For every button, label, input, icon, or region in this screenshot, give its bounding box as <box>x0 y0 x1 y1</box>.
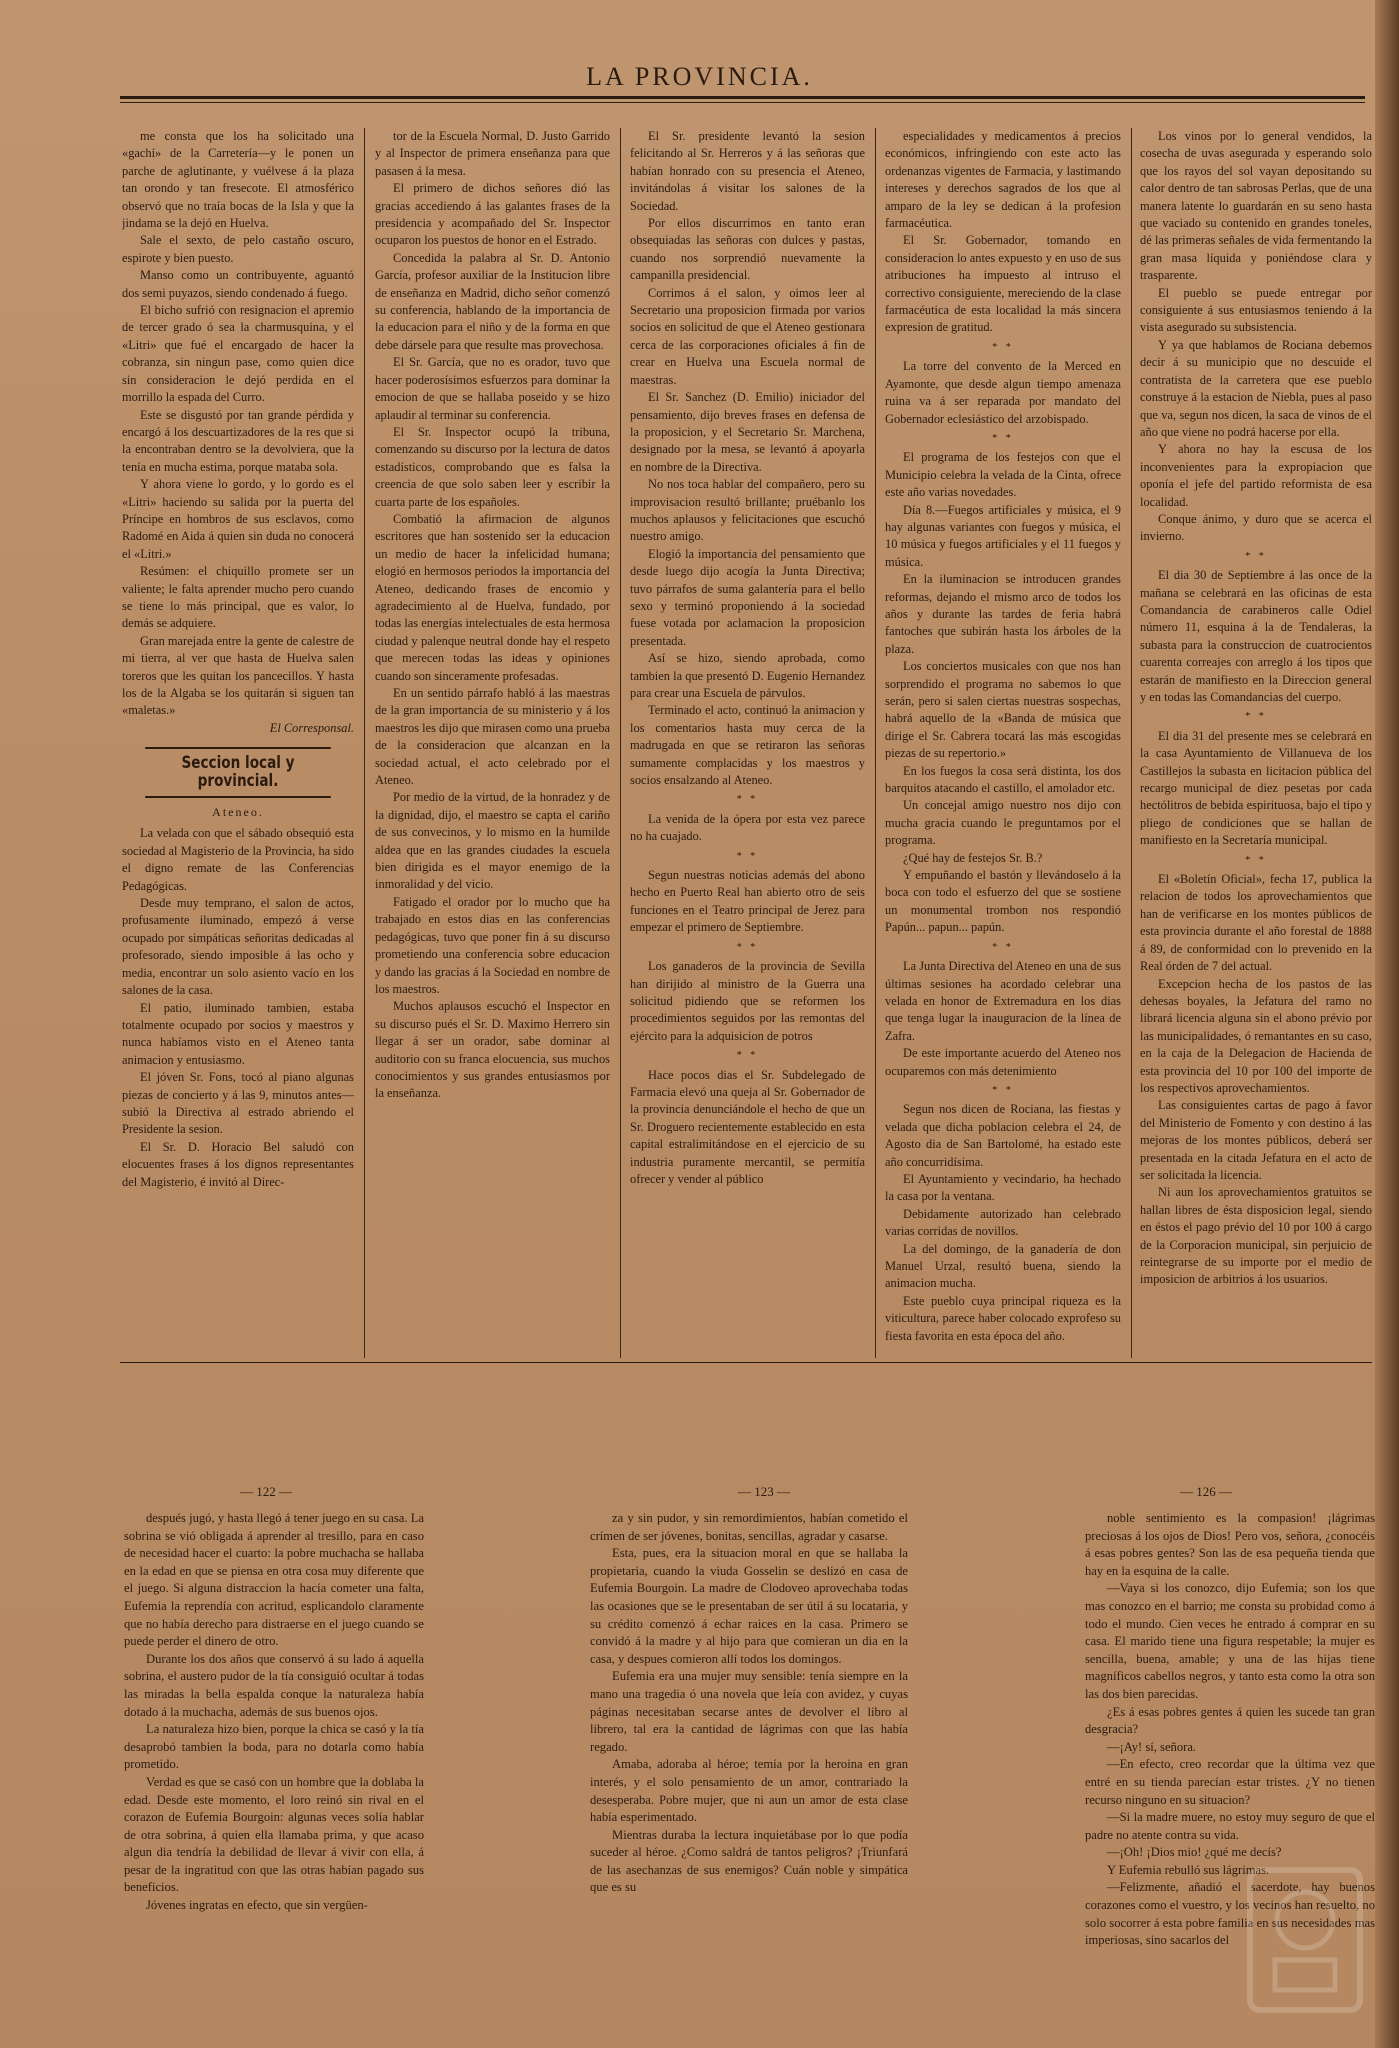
article-paragraph: El jóven Sr. Fons, tocó al piano algunas piezas de concierto y á las 9, minutos antes—subió la Directiva al estrado abriendo el Presidente la sesion. <box>122 1070 354 1137</box>
article-paragraph: Corrimos á el salon, y oimos leer al Secretario una proposicion firmada por varios socios en solicitud de que el Ateneo gestionara cerca de las corporaciones oficiales á fin de crear en Huelva una Escuela normal de maestras. <box>630 285 865 387</box>
article-paragraph: Los ganaderos de la provincia de Sevilla han dirijido al ministro de la Guerra una solicitud pidiendo que se reformen los procedimientos seguidos por las remontas del ejército para la adquisicion de potros <box>630 959 865 1043</box>
column-divider <box>620 128 621 1358</box>
article-paragraph: Ni aun los aprovechamientos gratuitos se hallan libres de ésta disposicion legal, siendo en éstos el pago prévio del 10 por 100 á cargo de la Corporacion municipal, sin perjuicio de reintegrarse de su importe por el medio de imposicion de arbitrios á los usuarios. <box>1140 1185 1372 1287</box>
article-paragraph: especialidades y medicamentos á precios económicos, infringiendo con este acto las ordenanzas vigentes de Farmacia, y lastimando intereses y derechos sagrados de los que al amparo de la ley se dedican á la profesion farmacéutica. <box>885 129 1121 231</box>
section-separator: * * <box>992 941 1014 953</box>
article-paragraph: En la iluminacion se introducen grandes reformas, dejando el mismo arco de todos los años y durante las tardes de feria habrá fantoches que subirán hasta los árboles de la plaza. <box>885 572 1121 656</box>
article-paragraph: El Sr. Gobernador, tomando en consideracion lo antes expuesto y en uso de sus atribuciones ha impuesto al intruso el correctivo consiguiente, mereciendo de la clase farmacéutica de esta localidad la más sincera expresion de gratitud. <box>885 233 1121 335</box>
article-paragraph: Terminado el acto, continuó la animacion y los comentarios hasta muy cerca de la madrugada en que se retiraron las señoras sumamente complacidas y los maestros y socios ensalzando al Ateneo. <box>630 703 865 788</box>
serial-paragraph: —Vaya si los conozco, dijo Eufemia; son los que mas conozco en el barrio; me consta su probidad como á todo el mundo. Cien veces he entrado á comprar en su casa. El marido tiene una figura respetable; la mujer es sencilla, buena, amable; y una de las hijas tiene magníficos cabellos negros, y tanto esta como la otra son las dos bien parecidas. <box>1085 1581 1375 1701</box>
article-paragraph: Excepcion hecha de los pastos de las dehesas boyales, la Jefatura del ramo no librará licencia alguna sin el abono prévio por las municipalidades, ó remantantes en su caso, en la caja de la Delegacion de Hacienda de esta provincia del 10 por 100 del importe de los respectivos aprovechamientos. <box>1140 976 1372 1095</box>
serial-paragraph: Durante los dos años que conservó á su lado á aquella sobrina, el austero pudor de la tía consiguió ocultar á todas las miradas la bella espalda conque la naturaleza había dotado á la muchacha, además de sus buenos ojos. <box>124 1651 424 1719</box>
article-paragraph: El Sr. D. Horacio Bel saludó con elocuentes frases á los dignos representantes del Magisterio, é invitó al Direc- <box>122 1139 354 1189</box>
section-separator: * * <box>1245 854 1267 866</box>
article-paragraph: Segun nuestras noticias además del abono hecho en Puerto Real han abierto otro de seis funciones en el Teatro principal de Jerez para empezar el primero de Septiembre. <box>630 868 865 935</box>
section-separator: * * <box>992 1084 1014 1096</box>
section-heading: Seccion local y provincial. <box>145 747 331 798</box>
article-paragraph: Desde muy temprano, el salon de actos, profusamente iluminado, empezó á verse ocupado por simpáticas señoritas dedicadas al profesorado, siendo imposible á las ocho y media, encontrar un solo asiento vacío en los salones de la casa. <box>122 896 354 998</box>
section-separator: * * <box>736 794 759 806</box>
article-paragraph: Fatigado el orador por lo mucho que ha trabajado en estos dias en las conferencias pedagógicas, tuvo que poner fin á su discurso prometiendo una conferencia sobre educacion y dando las gracias á la Sociedad en nombre de los maestros. <box>375 894 610 996</box>
article-paragraph: me consta que los ha solicitado una «gachí» de la Carretería—y le ponen un parche de aglutinante, y vuélvese á la plaza tan orondo y tan fresecote. El atmosférico observó que no traía bocas de la Isla y que la jindama se la dejó en Huelva. <box>122 129 354 231</box>
serial-paragraph: —En efecto, creo recordar que la última vez que entré en su tienda parecían estar tristes. ¿Y no tienen recurso ninguno en su situacion? <box>1085 1757 1375 1807</box>
article-paragraph: Hace pocos dias el Sr. Subdelegado de Farmacia elevó una queja al Sr. Gobernador de la provincia denunciándole el hecho de que un Sr. Droguero recientemente establecido en esta capital estralimitándose en el ejercicio de su industria puramente mercantil, se permitía ofrecer y vender al público <box>630 1067 865 1186</box>
masthead-rule-top <box>120 96 1365 99</box>
column-1 <box>122 128 354 1368</box>
article-paragraph: Sale el sexto, de pelo castaño oscuro, espirote y bien puesto. <box>122 233 354 265</box>
article-paragraph: Los conciertos musicales con que nos han sorprendido el programa no sabemos lo que serán, pero si salen ciertas nuestras sospechas, habrá aquello de la «Banda de música que dirige el Sr. Cabrera tocará las más escogidas piezas de su repertorio.» <box>885 659 1121 761</box>
section-separator: * * <box>1245 711 1267 723</box>
library-watermark-icon <box>1240 1860 1370 2020</box>
masthead-title: LA PROVINCIA. <box>586 62 813 91</box>
column-divider <box>1131 128 1132 1358</box>
section-separator: * * <box>992 341 1014 353</box>
article-paragraph: De este importante acuerdo del Ateneo nos ocuparemos con más detenimiento <box>885 1046 1121 1078</box>
article-paragraph: No nos toca hablar del compañero, pero su improvisacion resultó brillante; pruébanlo los muchos aplausos y felicitaciones que escuchó nuestro amigo. <box>630 477 865 544</box>
masthead-rule-bottom <box>120 102 1365 103</box>
serial-paragraph: Mientras duraba la lectura inquietábase por lo que podía suceder al héroe. ¿Como saldrá de tantos peligros? ¡Triunfará de las asechanzas de sus enemigos? Cuán noble y simpática que es su <box>590 1827 908 1895</box>
page-spine-shadow <box>1375 0 1399 2048</box>
page-number-middle: — 123 — <box>738 1484 790 1499</box>
footer-rule <box>120 1362 1372 1363</box>
column-divider <box>875 128 876 1358</box>
column-3 <box>630 128 865 1368</box>
section-separator: * * <box>1245 550 1267 562</box>
article-paragraph: ¿Qué hay de festejos Sr. B.? <box>903 850 1043 865</box>
serial-paragraph: Amaba, adoraba al héroe; temía por la heroina en gran interés, y el solo pensamiento de un amor, contrariado la desesperaba. Pobre mujer, que ni aun un amor de esta clase había esperimentado. <box>590 1757 908 1825</box>
serial-column-middle <box>590 1510 908 2030</box>
article-paragraph: Así se hizo, siendo aprobada, como tambien la que presentó D. Eugenio Hernandez para crear una Escuela de párvulos. <box>630 651 865 700</box>
article-paragraph: La velada con que el sábado obsequió esta sociedad al Magisterio de la Provincia, ha sido el digno remate de las Conferencias Pedagógicas. <box>122 826 354 893</box>
article-paragraph: Las consiguientes cartas de pago á favor del Ministerio de Fomento y con destino á las mejoras de los montes públicos, deberá ser presentada en la citada Jefatura en el acto de ser solicitada la licencia. <box>1140 1098 1372 1182</box>
article-paragraph: El «Boletín Oficial», fecha 17, publica la relacion de todos los aprovechamientos que han de verificarse en los montes públicos de esta provincia durante el año forestal de 1888 á 89, de conformidad con lo prevenido en la Real órden de 7 del actual. <box>1140 872 1372 974</box>
signature: El Corresponsal. <box>269 720 354 735</box>
article-paragraph: El dia 31 del presente mes se celebrará en la casa Ayuntamiento de Villanueva de los Castillejos la subasta en licitacion pública del recargo municipal de diez pesetas por cada hectólitros de bebida espirituosa, bajo el tipo y pliego de condiciones que se hallan de manifiesto en la Secretaría municipal. <box>1140 728 1372 848</box>
article-paragraph: Concedida la palabra al Sr. D. Antonio García, profesor auxiliar de la Institucion libre de enseñanza en Madrid, dicho señor comenzó su conferencia, hablando de la importancia de la educacion para el niño y de la forma en que debe dársele para que resulte mas provechosa. <box>375 250 610 352</box>
article-paragraph: En un sentido párrafo habló á las maestras de la gran importancia de su ministerio y á los maestros les dijo que mirasen como una prueba de la consideracion que alcanzan en la sociedad actual, el acto celebrado por el Ateneo. <box>375 686 610 788</box>
article-paragraph: Combatió la afirmacion de algunos escritores que han sostenido ser la educacion un medio de hacer la infelicidad humana; elogió en hermosos periodos la importancia del Ateneo, dedicando frases de encomio y agradecimiento al de Huelva, fundado, por todas las energías intelectuales de esta hermosa ciudad y palenque neutral donde hay el respeto que merecen todas las ideas y opiniones cuando son sinceramente profesadas. <box>375 511 610 683</box>
article-paragraph: El pueblo se puede entregar por consiguiente á sus entusiasmos teniendo á la vista asegurado su subsistencia. <box>1140 285 1372 335</box>
article-paragraph: El bicho sufrió con resignacion el apremio de tercer grado ó sea la charmusquina, y el «Litri» que fué el encargado de hacer la cobranza, sin ningun pase, como quien dice sin consideracion le dejó perdida en el morrillo la espada del Curro. <box>122 303 354 405</box>
article-paragraph: Los vinos por lo general vendidos, la cosecha de uvas asegurada y esperando solo que los rayos del sol vayan depositando su calor dentro de tan sabrosas Perlas, que de una manera latente lo guardarán en su seno hasta que vaciado su contenido en grandes toneles, dé las primeras señales de vida fermentando la gran masa líquida y poniéndose clara y trasparente. <box>1140 129 1372 283</box>
article-paragraph: El patio, iluminado tambien, estaba totalmente ocupado por socios y maestros y nunca habíamos visto en el Ateneo tanta animacion y entusiasmo. <box>122 1000 354 1067</box>
article-paragraph: Por medio de la virtud, de la honradez y de la dignidad, dijo, el maestro se capta el cariño de sus convecinos, y lo mismo en la humilde aldea que en las grandes ciudades la escuela bien dirigida es el mayor enemigo de la inmoralidad y del vicio. <box>375 790 610 892</box>
serial-paragraph: Eufemia era una mujer muy sensible: tenía siempre en la mano una tragedia ó una novela que leía con avidez, y cuyas páginas necesitaban secarse antes de devolver el libro al librero, tal era la cantidad de lágrimas con que las había regado. <box>590 1669 908 1754</box>
serial-paragraph: Esta, pues, era la situacion moral en que se hallaba la propietaria, cuando la viuda Gosselin se deslizó en casa de Eufemia Bourgoin. La madre de Clodoveo aprovechaba todas las ocasiones que se le presentaban de ser útil á su locataria, y su crédito comenzó á echar raices en la casa. Primero se convidó á la madre y al hijo para que comieran un dia en la casa, y despues comieron allí todos los domingos. <box>590 1546 908 1666</box>
article-paragraph: El Sr. Inspector ocupó la tribuna, comenzando su discurso por la lectura de datos estadísticos, comprobando que es falsa la creencia de que solo saben leer y escribir la cuarta parte de los españoles. <box>375 424 610 509</box>
article-paragraph: Conque ánimo, y duro que se acerca el invierno. <box>1140 511 1372 544</box>
article-paragraph: El Sr. Sanchez (D. Emilio) iniciador del pensamiento, dijo breves frases en defensa de la proposicion, y el Secretario Sr. Marchena, designado por la mesa, se levantó á apoyarla en nombre de la Directiva. <box>630 390 865 474</box>
article-paragraph: El Ayuntamiento y vecindario, ha hechado la casa por la ventana. <box>885 1171 1121 1204</box>
serial-paragraph: Y Eufemia rebulló sus lágrimas. <box>1107 1862 1270 1877</box>
article-paragraph: El Sr. presidente levantó la sesion felicitando al Sr. Herreros y á las señoras que habían honrado con su presencia el Ateneo, invitándolas á visitar los salones de la Sociedad. <box>630 129 865 213</box>
article-paragraph: Por ellos discurrimos en tanto eran obsequiadas las señoras con dulces y pastas, cuando nos sorprendió nuevamente la campanilla presidencial. <box>630 216 865 283</box>
serial-paragraph: —¡Oh! ¡Dios mio! ¿qué me decís? <box>1107 1845 1282 1860</box>
article-paragraph: Un concejal amigo nuestro nos dijo con mucha gracia cuando le preguntamos por el programa. <box>885 798 1121 848</box>
serial-paragraph: Jóvenes ingratas en efecto, que sin vergüen- <box>146 1898 368 1913</box>
serial-paragraph: La naturaleza hizo bien, porque la chica se casó y la tía desaprobó tambien la boda, para no dotarla como había prometido. <box>124 1722 424 1772</box>
serial-paragraph: —Felizmente, añadió el sacerdote, hay buenos corazones como el vuestro, y los vecinos han resuelto, no solo socorrer á esta pobre familia en sus necesidades mas imperiosas, sino sacarlos del <box>1085 1880 1375 1948</box>
article-paragraph: tor de la Escuela Normal, D. Justo Garrido y al Inspector de primera enseñanza para que pasasen á la mesa. <box>375 129 610 178</box>
article-paragraph: Y ahora viene lo gordo, y lo gordo es el «Litri» haciendo su salida por la puerta del Príncipe en hombros de sus esclavos, como Radomé en Aida á quien sin duda no conocerá el «Litri.» <box>122 477 354 561</box>
article-paragraph: Gran marejada entre la gente de calestre de mi tierra, al ver que hasta de Huelva salen toreros que les quitan los pancecillos. Y hasta los de la Algaba se los quitarán si siguen tan «maletas.» <box>122 633 354 718</box>
article-paragraph: Elogió la importancia del pensamiento que desde luego dijo acogía la Junta Directiva; tuvo párrafos de suma galantería para el bello sexo y terminó proponiendo á la sociedad fuese votada por aclamacion la proposicion presentada. <box>630 546 865 648</box>
article-paragraph: Debidamente autorizado han celebrado varias corridas de novillos. <box>885 1206 1121 1239</box>
serial-paragraph: después jugó, y hasta llegó á tener juego en su casa. La sobrina se vió obligada á aprender al tresillo, para en caso de necesidad hacer el cuarto: la pobre muchacha se hallaba en la edad en que se piensa en otra cosa muy diferente que el juego. Si alguna distraccion la hacía cometer una falta, Eufemia la reprendía con acritud, esplicandolo claramente que no había derecho para distraerse en el juego cuando se puede perder el dinero de otro. <box>124 1511 424 1649</box>
article-paragraph: El programa de los festejos con que el Municipio celebra la velada de la Cinta, ofrece este año varias novedades. <box>885 450 1121 500</box>
article-paragraph: Este se disgustó por tan grande pérdida y encargó á los descuartizadores de la res que si la encontraban dentro se la devolviera, que la tenía en mucha estima, porque mataba sola. <box>122 407 354 474</box>
page-number-right: — 126 — <box>1180 1484 1232 1499</box>
column-4 <box>885 128 1121 1368</box>
article-paragraph: Y ya que hablamos de Rociana debemos decir á su municipio que no descuide el contratista de la carretera que ese pueblo construye á la estacion de Niebla, pues al paso que va, segun nos dicen, la saca de vinos de el año que viene no podrá hacerse por ella. <box>1140 337 1372 439</box>
section-separator: * * <box>736 941 759 953</box>
article-paragraph: Manso como un contribuyente, aguantó dos semi puyazos, siendo condenado á fuego. <box>122 268 354 300</box>
article-paragraph: Segun nos dicen de Rociana, las fiestas y velada que dicha poblacion celebra el 24, de Agosto dia de San Bartolomé, ha estado este año concurridísima. <box>885 1102 1121 1169</box>
article-paragraph: La Junta Directiva del Ateneo en una de sus últimas sesiones ha acordado celebrar una velada en honor de Extremadura en los dias que tenga lugar la inauguracion de la línea de Zafra. <box>885 959 1121 1043</box>
article-paragraph: En los fuegos la cosa será distinta, los dos barquitos atacando el castillo, el amolador etc. <box>885 763 1121 796</box>
article-paragraph: El Sr. García, que no es orador, tuvo que hacer poderosísimos esfuerzos para dominar la emocion de que se hallaba poseido y se hizo aplaudir al terminar su conferencia. <box>375 355 610 422</box>
column-5 <box>1140 128 1372 1368</box>
serial-paragraph: Verdad es que se casó con un hombre que la doblaba la edad. Desde este momento, el loro reinó sin rival en el corazon de Eufemia Bourgoin: algunas veces solía hablar de otra sobrina, á quien ella llamaba prima, y que acaso algun dia tendría la debilidad de llevar á vivir con ella, á pesar de la ingratitud con que las otras habían pagado sus beneficios. <box>124 1774 424 1895</box>
article-paragraph: El dia 30 de Septiembre á las once de la mañana se celebrará en las oficinas de esta Comandancia de carabineros calle Odiel número 11, esquina á la de Tendaleras, la subasta para la construccion de cuatrocientos cuarenta correajes con arreglo á los tipos que estarán de manifiesto en la Direccion general y en todas las Comandancias del cuerpo. <box>1140 568 1372 704</box>
serial-column-left <box>124 1510 424 2030</box>
serial-paragraph: —¡Ay! sí, señora. <box>1107 1739 1197 1754</box>
article-paragraph: La venida de la ópera por esta vez parece no ha cuajado. <box>630 811 865 844</box>
article-subhead: Ateneo. <box>212 805 264 820</box>
section-separator: * * <box>992 432 1014 444</box>
column-2 <box>375 128 610 1368</box>
article-paragraph: Resúmen: el chiquillo promete ser un valiente; le falta aprender mucho pero cuando se tiene lo más principal, que es valor, lo demás se adquiere. <box>122 564 354 631</box>
serial-paragraph: ¿Es á esas pobres gentes á quien les sucede tan gran desgracia? <box>1085 1704 1375 1737</box>
serial-paragraph: za y sin pudor, y sin remordimientos, habían cometido el crímen de ser jóvenes, bonitas, sencillas, agradar y casarse. <box>590 1511 908 1543</box>
section-separator: * * <box>736 850 759 862</box>
serial-paragraph: —Si la madre muere, no estoy muy seguro de que el padre no atente contra su vida. <box>1085 1810 1375 1842</box>
column-divider <box>364 128 365 1358</box>
article-paragraph: Este pueblo cuya principal riqueza es la viticultura, parece haber colocado exprofeso su fiesta favorita en esta época del año. <box>885 1293 1121 1343</box>
article-paragraph: La del domingo, de la ganadería de don Manuel Urzal, resultó buena, siendo la animacion mucha. <box>885 1241 1121 1291</box>
article-paragraph: La torre del convento de la Merced en Ayamonte, que desde algun tiempo amenaza ruina va á ser reparada por mandato del Gobernador eclesiástico del arzobispado. <box>885 359 1121 426</box>
section-separator: * * <box>736 1050 759 1062</box>
article-paragraph: Y empuñando el bastón y llevándoselo á la boca con todo el esfuerzo del que se sostiene un monumental trombon nos respondió Papún... papun... papún. <box>885 868 1121 935</box>
serial-paragraph: noble sentimiento es la compasion! ¡lágrimas preciosas á los ojos de Dios! Pero vos, señora, ¿conocéis á esas pobres gentes? Son las de esa pequeña tienda que hay en la esquina de la calle. <box>1085 1511 1375 1578</box>
page-number-left: — 122 — <box>240 1484 292 1499</box>
article-paragraph: Muchos aplausos escuchó el Inspector en su discurso pués el Sr. D. Maximo Herrero sin llegar á ser un orador, sabe dominar al auditorio con su franca elocuencia, sus muchos conocimientos y sus grandes entusiasmos por la enseñanza. <box>375 999 610 1101</box>
article-paragraph: Día 8.—Fuegos artificiales y música, el 9 hay algunas variantes con fuegos y música, el 10 música y fuegos artificiales y el 11 fuegos y música. <box>885 502 1121 569</box>
article-paragraph: El primero de dichos señores dió las gracias accediendo á las galantes frases de la presidencia y acompañado del Sr. Inspector ocuparon los puestos de honor en el Estrado. <box>375 181 610 248</box>
article-paragraph: Y ahora no hay la escusa de los inconvenientes para la expropiacion que oponía el jefe del partido reformista de esa localidad. <box>1140 442 1372 509</box>
